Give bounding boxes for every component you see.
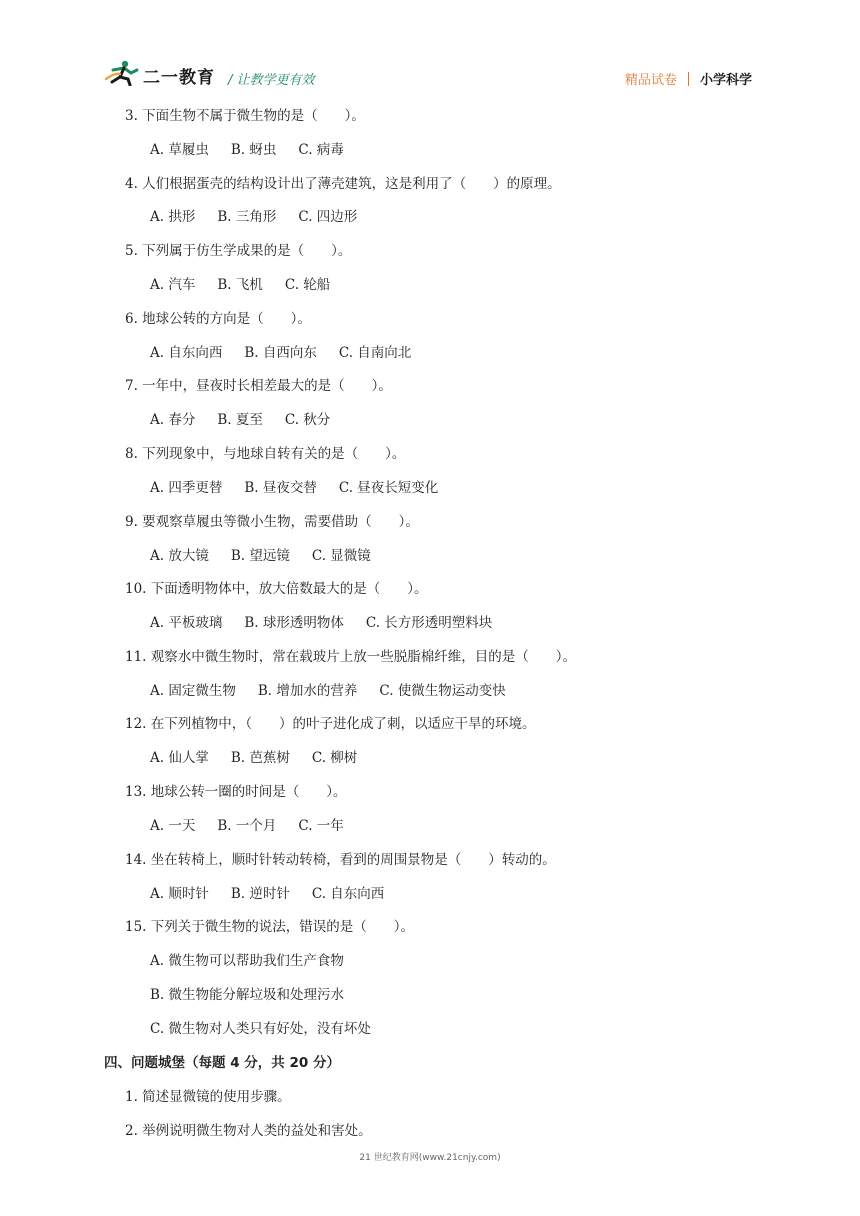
option: C. 自东向西 [311, 886, 385, 902]
option: A. 平板玻璃 [150, 615, 223, 631]
question-3: 3. 下面生物不属于微生物的是（ ）。 [125, 108, 365, 124]
option: B. 蚜虫 [230, 142, 277, 158]
option: B. 一个月 [217, 818, 277, 834]
option: A. 放大镜 [150, 548, 209, 564]
option: A. 汽车 [150, 277, 196, 293]
options-10 [150, 614, 514, 632]
brand-name: 二一教育 [143, 68, 215, 88]
option: C. 微生物对人类只有好处，没有坏处 [150, 1021, 371, 1037]
option: A. 拱形 [150, 209, 196, 225]
option: B. 逆时针 [230, 886, 290, 902]
page-header [0, 0, 860, 100]
option: C. 长方形透明塑料块 [365, 615, 493, 631]
option: C. 一年 [298, 818, 344, 834]
option: C. 秋分 [284, 412, 331, 428]
option: C. 轮船 [284, 277, 331, 293]
option: C. 病毒 [298, 142, 344, 158]
question-10: 10. 下面透明物体中，放大倍数最大的是（ ）。 [125, 581, 428, 597]
option: C. 显微镜 [311, 548, 371, 564]
question-11: 11. 观察水中微生物时，常在载玻片上放一些脱脂棉纤维，目的是（ ）。 [125, 649, 577, 665]
options-3 [150, 141, 366, 159]
option: B. 望远镜 [230, 548, 290, 564]
options-12 [150, 749, 379, 767]
option: B. 夏至 [217, 412, 263, 428]
paper-type-label: 精品试卷 [624, 73, 677, 88]
option: A. 四季更替 [150, 480, 223, 496]
option: A. 一天 [150, 818, 196, 834]
question-12: 12. 在下列植物中，（ ）的叶子进化成了刺，以适应干旱的环境。 [125, 716, 536, 732]
options-4 [150, 208, 379, 226]
option: B. 芭蕉树 [230, 750, 290, 766]
open-question-2: 2. 举例说明微生物对人类的益处和害处。 [125, 1123, 372, 1139]
option: C. 使微生物运动变快 [379, 683, 506, 699]
open-question-1: 1. 简述显微镜的使用步骤。 [125, 1089, 291, 1105]
option: B. 增加水的营养 [257, 683, 358, 699]
options-8 [150, 479, 460, 497]
option: A. 自东向西 [150, 345, 223, 361]
question-13: 13. 地球公转一圈的时间是（ ）。 [125, 784, 347, 800]
option: C. 自南向北 [338, 345, 412, 361]
brand-slogan: / 让教学更有效 [228, 73, 315, 88]
option: B. 三角形 [217, 209, 277, 225]
options-7 [150, 411, 352, 429]
question-6: 6. 地球公转的方向是（ ）。 [125, 311, 311, 327]
question-5: 5. 下列属于仿生学成果的是（ ）。 [125, 243, 352, 259]
page-footer: 21 世纪教育网(www.21cnjy.com) [359, 1153, 501, 1163]
option: B. 球形透明物体 [244, 615, 344, 631]
options-9 [150, 547, 393, 565]
options-13 [150, 817, 366, 835]
question-9: 9. 要观察草履虫等微小生物，需要借助（ ）。 [125, 514, 419, 530]
section-title: 四、问题城堡（每题 4 分，共 20 分） [104, 1055, 340, 1071]
option: C. 昼夜长短变化 [338, 480, 439, 496]
question-14: 14. 坐在转椅上，顺时针转动转椅，看到的周围景物是（ ）转动的。 [125, 852, 556, 868]
runner-logo-icon [104, 60, 142, 86]
question-4: 4. 人们根据蛋壳的结构设计出了薄壳建筑，这是利用了（ ）的原理。 [125, 176, 561, 192]
option: C. 四边形 [298, 209, 358, 225]
option: C. 柳树 [311, 750, 358, 766]
option: B. 飞机 [217, 277, 263, 293]
option: A. 草履虫 [150, 142, 209, 158]
option: B. 昼夜交替 [244, 480, 317, 496]
header-tags [625, 69, 752, 88]
question-8: 8. 下列现象中，与地球自转有关的是（ ）。 [125, 446, 406, 462]
option: A. 固定微生物 [150, 683, 236, 699]
question-15: 15. 下列关于微生物的说法，错误的是（ ）。 [125, 919, 415, 935]
option: B. 微生物能分解垃圾和处理污水 [150, 987, 345, 1003]
option: B. 自西向东 [244, 345, 317, 361]
options-11 [150, 682, 528, 700]
option: A. 春分 [150, 412, 196, 428]
subject-label: 小学科学 [699, 73, 752, 88]
option: A. 微生物可以帮助我们生产食物 [150, 953, 344, 969]
option: A. 仙人掌 [150, 750, 209, 766]
options-5 [150, 276, 352, 294]
question-7: 7. 一年中，昼夜时长相差最大的是（ ）。 [125, 378, 392, 394]
header-divider [688, 72, 689, 86]
option: A. 顺时针 [150, 886, 209, 902]
options-14 [150, 885, 406, 903]
options-6 [150, 344, 433, 362]
